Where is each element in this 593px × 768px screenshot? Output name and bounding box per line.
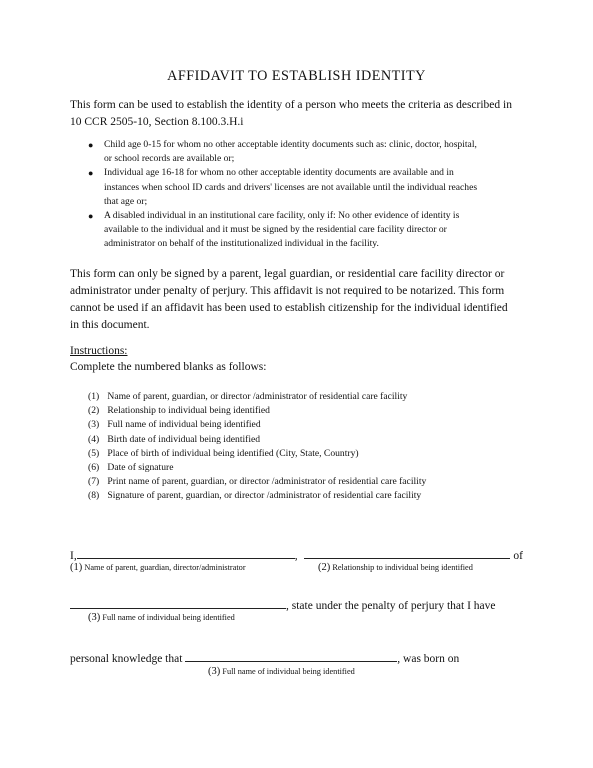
- step-number: (3): [88, 419, 100, 431]
- step-number: (6): [88, 462, 100, 474]
- instruction-step: [88, 447, 426, 461]
- step-number: (1): [88, 391, 100, 402]
- form-line-1: [70, 548, 523, 562]
- form-line-3-suffix: , was born on: [397, 653, 460, 665]
- individual-name-blank-2[interactable]: [185, 651, 397, 662]
- instruction-step: [88, 475, 426, 489]
- individual-name-caption-2: [208, 666, 355, 677]
- instruction-step: [88, 418, 426, 432]
- criteria-line: instances when school ID cards and drivers' licenses are not available until the individual reaches: [104, 181, 478, 193]
- criteria-line: or school records are available or;: [104, 153, 235, 165]
- signing-note-line: administrator under penalty of perjury. This affidavit is not required to be notarized. This form: [70, 285, 505, 297]
- signing-note-line: in this document.: [70, 319, 150, 331]
- caption-number: (2): [318, 562, 331, 573]
- form-separator: ,: [294, 550, 298, 562]
- step-text: Print name of parent, guardian, or director /administrator of residential care facility: [107, 476, 427, 488]
- instruction-step: [88, 404, 426, 418]
- instruction-step: [88, 433, 426, 447]
- step-number: (5): [88, 447, 100, 459]
- intro-paragraph: [70, 97, 530, 131]
- step-number: (2): [88, 405, 100, 417]
- criteria-line: administrator on behalf of the institutionalized individual in the facility.: [104, 238, 379, 250]
- instruction-step: [88, 461, 426, 475]
- form-line-2-text: , state under the penalty of perjury that I have: [286, 600, 496, 612]
- intro-line: This form can be used to establish the identity of a person who meets the criteria as described in: [70, 99, 512, 111]
- instruction-step: [88, 489, 426, 503]
- step-number: (8): [88, 490, 100, 502]
- instructions-heading: Instructions:: [70, 345, 128, 357]
- criteria-line: Child age 0-15 for whom no other acceptable identity documents such as: clinic, doctor, hospital,: [104, 139, 477, 150]
- signing-note-line: This form can only be signed by a parent, legal guardian, or residential care facility director or: [70, 268, 505, 280]
- criteria-item: [88, 209, 528, 252]
- caption-text: Full name of individual being identified: [222, 667, 355, 676]
- bullet-icon: ●: [88, 168, 94, 179]
- criteria-line: that age or;: [104, 195, 148, 207]
- document-title: AFFIDAVIT TO ESTABLISH IDENTITY: [167, 68, 426, 84]
- caption-text: Full name of individual being identified: [102, 613, 235, 622]
- caption-text: Name of parent, guardian, director/administrator: [84, 563, 246, 572]
- step-number: (7): [88, 476, 100, 488]
- signing-note-paragraph: [70, 266, 530, 334]
- instructions-subheading: Complete the numbered blanks as follows:: [70, 361, 267, 373]
- instruction-step: [88, 390, 426, 404]
- instructions-list: [88, 390, 426, 504]
- form-line-2: [70, 598, 495, 612]
- bullet-icon: ●: [88, 140, 94, 150]
- criteria-item: [88, 138, 528, 166]
- caption-number: (3): [88, 612, 101, 623]
- caption-text: Relationship to individual being identified: [332, 563, 473, 572]
- step-text: Full name of individual being identified: [107, 419, 261, 431]
- caption-number: (3): [208, 666, 221, 677]
- parent-name-caption: [70, 562, 246, 573]
- parent-name-blank[interactable]: [77, 548, 295, 559]
- form-prefix-i: I,: [70, 550, 77, 562]
- criteria-item: [88, 166, 528, 209]
- bullet-icon: ●: [88, 211, 94, 222]
- step-text: Date of signature: [107, 462, 174, 474]
- individual-name-blank[interactable]: [70, 598, 286, 609]
- criteria-line: available to the individual and it must be signed by the residential care facility director or: [104, 224, 447, 236]
- step-number: (4): [88, 433, 100, 445]
- relationship-caption: [318, 562, 473, 573]
- criteria-line: A disabled individual in an institutional care facility, only if: No other evidence of identity is: [104, 210, 460, 222]
- criteria-list: [88, 138, 528, 252]
- intro-line: 10 CCR 2505-10, Section 8.100.3.H.i: [70, 116, 244, 128]
- step-text: Signature of parent, guardian, or director /administrator of residential care facility: [107, 490, 422, 502]
- criteria-line: Individual age 16-18 for whom no other acceptable identity documents are available and in: [104, 167, 454, 179]
- step-text: Birth date of individual being identified: [107, 433, 261, 445]
- form-line-3: [70, 651, 459, 665]
- relationship-blank[interactable]: [304, 548, 510, 559]
- step-text: Place of birth of individual being identified (City, State, Country): [107, 447, 359, 459]
- step-text: Relationship to individual being identified: [107, 405, 270, 417]
- caption-number: (1): [70, 562, 83, 573]
- form-line-3-prefix: personal knowledge that: [70, 653, 183, 665]
- form-suffix-of: of: [513, 550, 523, 562]
- individual-name-caption: [88, 612, 235, 623]
- step-text: Name of parent, guardian, or director /administrator of residential care facility: [107, 391, 408, 402]
- signing-note-line: cannot be used if an affidavit has been used to establish citizenship for the individual identified: [70, 302, 508, 314]
